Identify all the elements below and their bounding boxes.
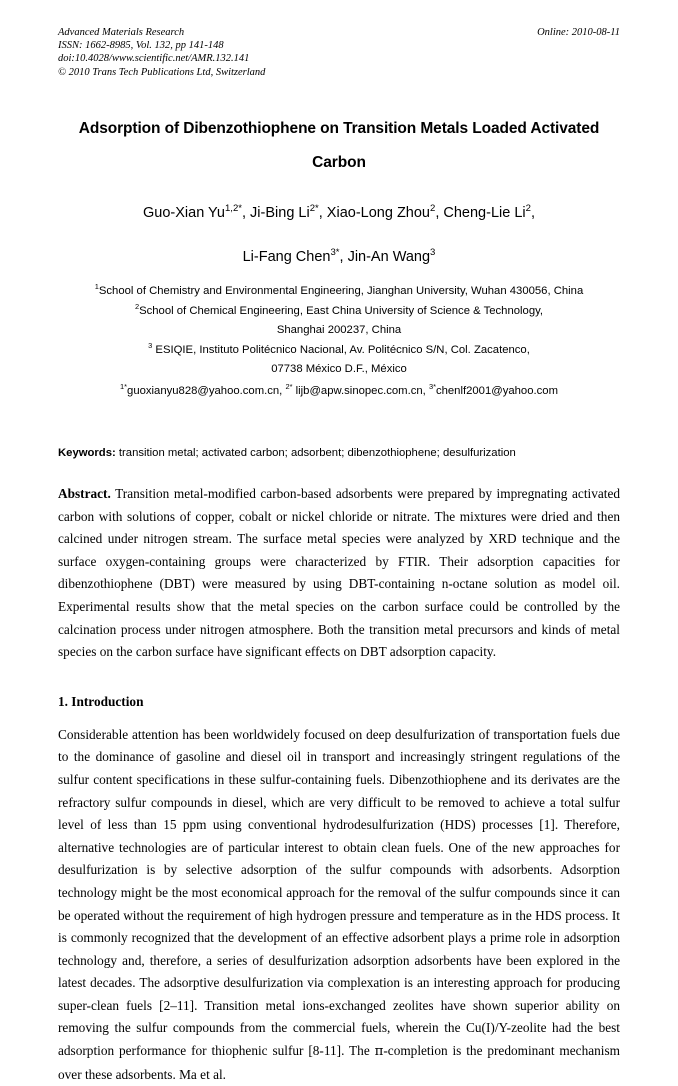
doi-line: doi:10.4028/www.scientific.net/AMR.132.141 — [58, 53, 250, 65]
online-date: Online: 2010-08-11 — [537, 27, 620, 38]
page-title: Adsorption of Dibenzothiophene on Transition Metals Loaded Activated Carbon — [78, 120, 600, 171]
author-line-1: Guo-Xian $Yu^{1,2*}$, Ji-Bing $Li^{2*}$, Xiao-Long Zhou$^2$, Cheng-Lie Li$^2$, — [143, 203, 535, 221]
section-heading-introduction: 1. Introduction — [58, 693, 144, 709]
affiliation-3b: 07738 México D.F., México — [271, 363, 407, 375]
introduction-text-part1: Considerable attention has been worldwidely focused on deep desulfurization of transportation fuels due to the dominance of gasoline and diesel oil in transport and increasingly stringent regulations of the sulfur content specifications in these sulfur-containing fuels. Dibenzothiophene and its derivates are the refractory sulfur compounds in diesel, which are very difficult to be removed to achieve a total sulfur level of less than 15 ppm using conventional hydrodesulfurization (HDS) processes [1]. Therefore, alternative technologies are of particular interest to obtain clean fuels. One of the new approaches for desulfurization is by selective adsorption of the sulfur compounds with adsorbents. Adsorption technology might be the most economical approach for the removal of the sulfur compounds since it can be operated without the requirement of high hydrogen pressure and temperature as in the HDS process. It is commonly recognized that the development of an effective adsorbent plays a prime role in adsorption technology and, therefore, a series of desulfurization adsorption adsorbents have been explored in the latest decades. The adsorptive desulfurization via complexation is an interesting approach for producing super-clean fuels [2–11]. Transition metal ions-exchanged zeolites have shown superior ability on removing the sulfur compounds from the commercial fuels, wherein the Cu(I)/Y-zeolite had the best adsorption performance for thiophenic sulfur [8-11]. The — [58, 726, 620, 1059]
introduction-paragraph — [58, 724, 620, 1086]
page-header — [58, 26, 620, 82]
issn-line: ISSN: 1662-8985, Vol. 132, pp 141-148 — [58, 40, 224, 52]
author-line-2: Li-Fang Chen$^{3*}$, Jin-An Wang$^3$ — [242, 247, 436, 265]
author-list — [58, 202, 620, 268]
keywords-line — [58, 445, 620, 461]
keywords-label: Keywords: — [58, 447, 116, 459]
abstract-paragraph — [58, 483, 620, 664]
introduction-text-part2: -completion is the predominant mechanism over these adsorbents. Ma et al. — [58, 1043, 620, 1082]
affiliations — [58, 282, 620, 380]
header-left-block — [58, 26, 620, 79]
copyright-line: © 2010 Trans Tech Publications Ltd, Switzerland — [58, 66, 266, 78]
author-emails: $^{1*}$guoxianyu828@yahoo.com.cn, $^{2*}$ lijb@apw.sinopec.com.cn, $^{3*}$chenlf2001@yahoo.com — [120, 381, 558, 397]
affiliation-2: $^2$School of Chemical Engineering, East China University of Science & Technology, — [134, 301, 544, 317]
affiliation-2b: Shanghai 200237, China — [276, 324, 402, 336]
abstract-text: Transition metal-modified carbon-based adsorbents were prepared by impregnating activated carbon with solutions of copper, cobalt or nickel chloride or nitrate. The mixtures were dried and then calcined under nitrogen stream. The surface metal species were analyzed by XRD technique and the surface oxygen-containing groups were characterized by FTIR. Their adsorption capacities for dibenzothiophene (DBT) were measured by using DBT-containing n-octane solution as model oil. Experimental results show that the metal species on the carbon surface could be controlled by the calcination process under nitrogen atmosphere. Both the transition metal precursors and kinds of metal species on the carbon surface have significant effects on DBT adsorption capacity. — [58, 486, 620, 660]
affiliation-3: $^3$ ESIQIE, Instituto Politécnico Nacional, Av. Politécnico S/N, Col. Zacatenco, — [148, 340, 530, 356]
abstract-label: Abstract. — [58, 486, 111, 501]
journal-name: Advanced Materials Research — [58, 27, 185, 38]
affiliation-1: $^1$School of Chemistry and Environmental Engineering, Jianghan University, Wuhan 430056, China — [94, 282, 584, 297]
keywords-value: transition metal; activated carbon; adsorbent; dibenzothiophene; desulfurization — [115, 447, 516, 459]
pi-symbol: π — [374, 1044, 384, 1060]
